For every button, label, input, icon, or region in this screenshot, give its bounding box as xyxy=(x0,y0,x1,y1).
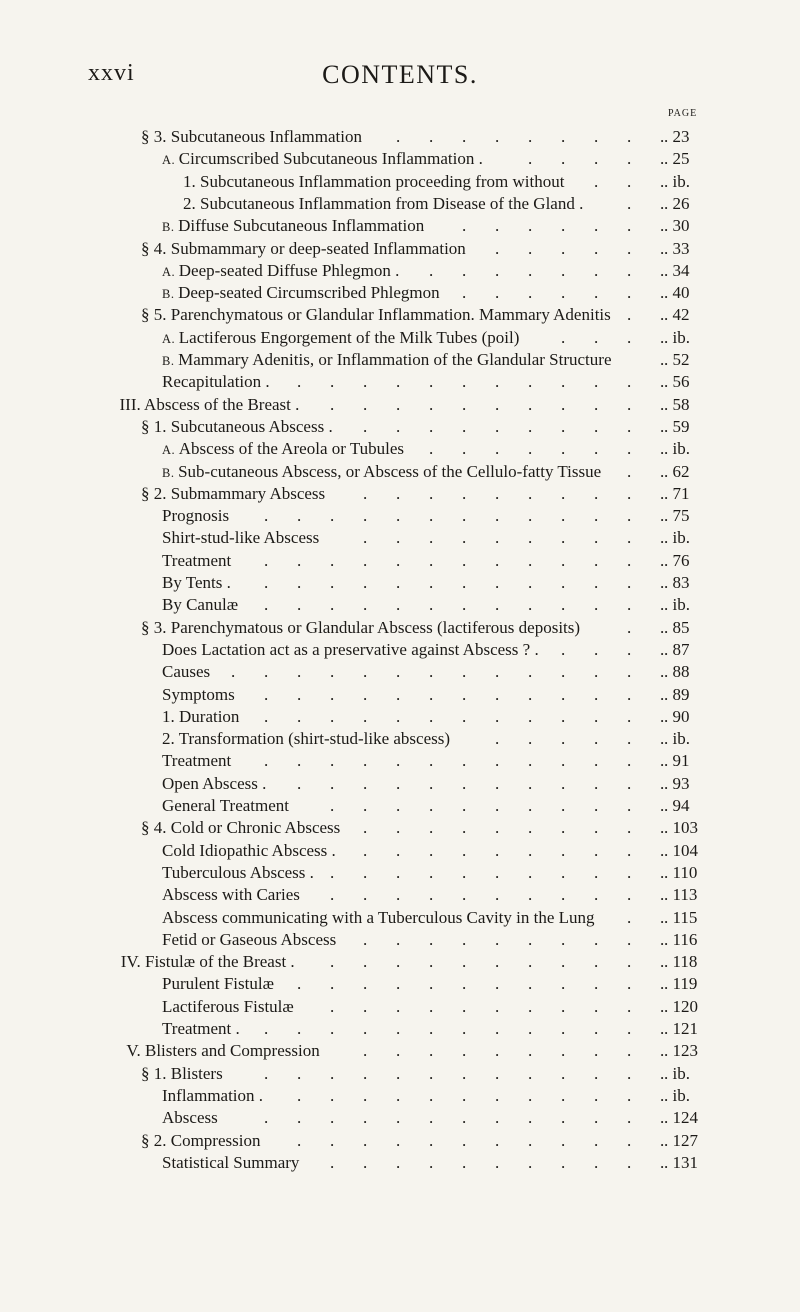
toc-entry-page: . 119 xyxy=(664,974,698,994)
toc-entry: § 2. Submammary Abscess . . . . . . . . . . . 71 xyxy=(141,483,690,503)
toc-entry-label: Inflammation . xyxy=(162,1085,264,1105)
page-title: CONTENTS. xyxy=(322,60,478,89)
toc-entry-page: . 127 xyxy=(664,1130,698,1150)
toc-entry-page: . 40 xyxy=(664,283,690,303)
toc-entry-label: Abscess communicating with a Tuberculous Cavity in the Lung xyxy=(162,907,595,927)
toc-entry-page: . 76 xyxy=(664,550,690,570)
toc-entry: § 3. Parenchymatous or Glandular Abscess (lactiferous deposits) . . . 85 xyxy=(141,617,690,637)
toc-entry-page: . 123 xyxy=(664,1041,698,1061)
page-number: xxvi xyxy=(88,60,135,86)
toc-entry: Fetid or Gaseous Abscess . . . . . . . . . . . 116 xyxy=(162,929,698,949)
toc-entry: A. Circumscribed Subcutaneous Inflammation . . . . . . . 25 xyxy=(0,148,800,170)
toc-entry-label: IV. Fistulæ of the Breast . xyxy=(120,952,295,972)
toc-entry-page: . 131 xyxy=(664,1152,698,1172)
toc-entry: Treatment . . . . . . . . . . . . . . 91 xyxy=(162,751,690,771)
toc-entry-page: . 120 xyxy=(664,996,698,1016)
toc-entry-label: General Treatment xyxy=(162,796,289,815)
toc-entry: § 1. Blisters . . . . . . . . . . . . . . ib. xyxy=(141,1063,690,1083)
toc-entry-label: A. Deep-seated Diffuse Phlegmon . xyxy=(162,260,400,280)
toc-entry-label: V. Blisters and Compression xyxy=(126,1041,320,1061)
toc-entry: B. Diffuse Subcutaneous Inflammation . . . . . . . . 30 xyxy=(0,215,800,237)
toc-entry: 1. Duration . . . . . . . . . . . . . . 90 xyxy=(162,706,690,726)
toc-entry-page: . 124 xyxy=(664,1108,698,1128)
toc-entry-label: Recapitulation . xyxy=(162,372,270,392)
toc-entry-page: . 103 xyxy=(664,818,698,838)
page-header xyxy=(88,60,712,94)
toc-entry: Does Lactation act as a preservative against Abscess ? . . . . . . 87 xyxy=(162,639,690,659)
toc-entry-label: Shirt-stud-like Abscess xyxy=(162,528,320,548)
toc-entry-label: § 3. Parenchymatous or Glandular Abscess (lactiferous deposits) xyxy=(141,617,581,637)
toc-entry-page: . 116 xyxy=(664,929,698,949)
toc-entry: § 1. Subcutaneous Abscess . . . . . . . . . . . . 59 xyxy=(141,416,690,436)
toc-entry-page: . 83 xyxy=(664,573,690,592)
toc-entry-label: Treatment xyxy=(162,751,232,771)
toc-entry-label: § 4. Cold or Chronic Abscess xyxy=(141,818,341,838)
toc-entry-label: § 2. Compression xyxy=(141,1130,261,1150)
toc-entry-label: Symptoms xyxy=(162,684,235,704)
page-column-label: PAGE xyxy=(668,108,698,119)
toc-entry: A. Lactiferous Engorgement of the Milk Tubes (poil) . . . . . ib. xyxy=(0,327,800,349)
toc-entry-page: . 87 xyxy=(664,639,690,659)
toc-entry-label: § 1. Subcutaneous Abscess . xyxy=(141,416,333,436)
toc-entry-label: A. Circumscribed Subcutaneous Inflammation . xyxy=(162,149,483,169)
toc-entry: Abscess with Caries . . . . . . . . . . . . 113 xyxy=(162,885,698,905)
toc-entry-page: . 23 xyxy=(664,127,690,146)
toc-entry: By Canulæ . . . . . . . . . . . . . . ib. xyxy=(162,595,690,615)
toc-entry-page: . 52 xyxy=(664,350,690,369)
toc-entry: 2. Transformation (shirt-stud-like abscess) . . . . . . . ib. xyxy=(162,729,690,749)
toc-entry-page: . 59 xyxy=(664,416,690,436)
toc-entry-page: . 94 xyxy=(664,796,690,815)
toc-entry-label: Statistical Summary xyxy=(162,1152,300,1172)
toc-entry-label: Abscess with Caries xyxy=(162,885,300,905)
toc-entry-label: 1. Duration xyxy=(162,706,240,726)
toc-entry: By Tents . . . . . . . . . . . . . . . 83 xyxy=(162,573,690,592)
toc-entry: Purulent Fistulæ . . . . . . . . . . . . . 119 xyxy=(162,974,698,994)
toc-entry-label: § 2. Submammary Abscess xyxy=(141,483,326,503)
toc-entry-page: . 113 xyxy=(664,885,698,905)
toc-entry-label: 1. Subcutaneous Inflammation proceeding from without xyxy=(183,171,565,191)
toc-entry-label: § 5. Parenchymatous or Glandular Inflammation. Mammary Adenitis xyxy=(141,305,611,325)
toc-entry-page: . ib. xyxy=(664,171,690,191)
toc-entry-page: . ib. xyxy=(664,729,690,749)
toc-entry-label: B. Mammary Adenitis, or Inflammation of the Glandular Structure xyxy=(162,350,612,369)
toc-entry-page: . 33 xyxy=(664,238,690,258)
toc-entry-page: . 115 xyxy=(664,907,698,927)
toc-entry: Prognosis . . . . . . . . . . . . . . 75 xyxy=(162,506,690,526)
toc-entry: 1. Subcutaneous Inflammation proceeding from without . . . . ib. xyxy=(183,171,690,191)
toc-entry-label: A. Abscess of the Areola or Tubules xyxy=(162,439,405,459)
toc-entry: Statistical Summary . . . . . . . . . . . . 131 xyxy=(162,1152,698,1172)
toc-entry-label: A. Lactiferous Engorgement of the Milk Tubes (poil) xyxy=(162,327,520,347)
toc-entry-label: Treatment . xyxy=(162,1019,240,1038)
toc-entry-page: . 121 xyxy=(664,1019,698,1038)
toc-entry-page: . 75 xyxy=(664,506,690,526)
toc-entry-page: . 93 xyxy=(664,773,690,793)
toc-entry-label: Treatment xyxy=(162,550,232,570)
toc-entry: A. Deep-seated Diffuse Phlegmon . . . . . . . . . . 34 xyxy=(0,260,800,282)
toc-entry-page: . 85 xyxy=(664,617,690,637)
toc-entry: § 4. Submammary or deep-seated Inflammation . . . . . . . 33 xyxy=(141,238,690,258)
toc-entry-page: . ib. xyxy=(664,439,690,459)
toc-entry-page: . 88 xyxy=(664,662,690,682)
toc-entry-label: 2. Transformation (shirt-stud-like abscess) xyxy=(162,729,451,749)
toc-entry-label: § 3. Subcutaneous Inflammation xyxy=(141,127,362,146)
toc-entry-page: . 91 xyxy=(664,751,690,771)
toc-entry-label: Tuberculous Abscess . xyxy=(162,862,314,882)
toc-entry: IV. Fistulæ of the Breast . . . . . . . . . . . . . 118 xyxy=(120,952,698,972)
toc-entry-page: . 89 xyxy=(664,684,690,704)
toc-entry: Lactiferous Fistulæ . . . . . . . . . . . . 120 xyxy=(162,996,698,1016)
toc-entry-label: B. Sub-cutaneous Abscess, or Abscess of the Cellulo-fatty Tissue xyxy=(162,461,602,481)
toc-entry: General Treatment . . . . . . . . . . . . 94 xyxy=(162,796,690,815)
toc-entry-label: Causes xyxy=(162,662,211,682)
toc-entry: Tuberculous Abscess . . . . . . . . . . . . . 110 xyxy=(162,862,698,882)
toc-entry-page: . ib. xyxy=(664,327,690,347)
toc-entry-page: . 90 xyxy=(664,706,690,726)
toc-entry-page: . 42 xyxy=(664,305,690,325)
toc-entry-label: By Canulæ xyxy=(162,595,239,615)
toc-entry-page: . 25 xyxy=(664,149,690,169)
toc-entry-label: Prognosis xyxy=(162,506,230,526)
toc-entry-page: . ib. xyxy=(664,1085,690,1105)
toc-entry-page: . ib. xyxy=(664,1063,690,1083)
toc-entry-label: Fetid or Gaseous Abscess xyxy=(162,929,337,949)
toc-entry-page: . ib. xyxy=(664,528,690,548)
toc-entry-page: . 71 xyxy=(664,483,690,503)
toc-entry-page: . ib. xyxy=(664,595,690,615)
toc-entry-label: Open Abscess . xyxy=(162,773,267,793)
toc-entry-page: . 58 xyxy=(664,394,690,414)
toc-entry-page: . 104 xyxy=(664,840,698,860)
toc-entry-page: . 26 xyxy=(664,193,690,213)
toc-entry-label: Purulent Fistulæ xyxy=(162,974,274,994)
toc-entry: Inflammation . . . . . . . . . . . . . . ib. xyxy=(162,1085,690,1105)
toc-entry: Cold Idiopathic Abscess . . . . . . . . . . . . 104 xyxy=(162,840,698,860)
toc-entry-page: . 110 xyxy=(664,862,698,882)
toc-entry: § 3. Subcutaneous Inflammation . . . . . . . . . . 23 xyxy=(141,127,690,146)
toc-entry: Open Abscess . . . . . . . . . . . . . . 93 xyxy=(162,773,690,793)
toc-entry-label: B. Deep-seated Circumscribed Phlegmon xyxy=(162,283,440,303)
toc-entry: B. Mammary Adenitis, or Inflammation of the Glandular Structure . . 52 xyxy=(0,349,800,371)
toc-entry-label: By Tents . xyxy=(162,573,231,592)
toc-entry-page: . 30 xyxy=(664,216,690,236)
toc-entry: A. Abscess of the Areola or Tubules . . . . . . . . . ib. xyxy=(0,438,800,460)
toc-entry: Recapitulation . . . . . . . . . . . . . . 56 xyxy=(162,372,690,392)
toc-entry: Symptoms . . . . . . . . . . . . . . 89 xyxy=(162,684,690,704)
toc-entry: § 2. Compression . . . . . . . . . . . . . 127 xyxy=(141,1130,698,1150)
toc-entry: III. Abscess of the Breast . . . . . . . . . . . . . 58 xyxy=(119,394,690,414)
toc-entry: V. Blisters and Compression . . . . . . . . . . . 123 xyxy=(126,1041,698,1061)
toc-entry-label: Lactiferous Fistulæ xyxy=(162,996,294,1016)
toc-entry: § 5. Parenchymatous or Glandular Inflammation. Mammary Adenitis . . . 42 xyxy=(141,305,690,325)
toc-entry-page: . 118 xyxy=(664,952,698,972)
toc-entry: Abscess communicating with a Tuberculous Cavity in the Lung . . . 115 xyxy=(162,907,698,927)
toc-entry: Shirt-stud-like Abscess . . . . . . . . . . . ib. xyxy=(162,528,690,548)
toc-entry-label: 2. Subcutaneous Inflammation from Disease of the Gland . xyxy=(183,193,584,213)
toc-entry: Treatment . . . . . . . . . . . . . . . 121 xyxy=(162,1019,698,1038)
toc-entry-label: § 4. Submammary or deep-seated Inflammation xyxy=(141,238,466,258)
toc-entry-page: . 56 xyxy=(664,372,690,392)
toc-entry-page: . 34 xyxy=(664,260,690,280)
toc-entry-label: Cold Idiopathic Abscess . xyxy=(162,840,336,860)
toc-entry-label: B. Diffuse Subcutaneous Inflammation xyxy=(162,216,425,236)
toc-entry-page: . 62 xyxy=(664,461,690,481)
toc-entry: Abscess . . . . . . . . . . . . . . 124 xyxy=(162,1108,698,1128)
toc-entry: 2. Subcutaneous Inflammation from Disease of the Gland . . . . 26 xyxy=(183,193,690,213)
toc-entry: § 4. Cold or Chronic Abscess . . . . . . . . . . . 103 xyxy=(141,818,698,838)
toc-entry: Treatment . . . . . . . . . . . . . . 76 xyxy=(162,550,690,570)
toc-entry: Causes . . . . . . . . . . . . . . . 88 xyxy=(162,662,690,682)
toc-entry: B. Deep-seated Circumscribed Phlegmon . . . . . . . . 40 xyxy=(0,282,800,304)
toc-entry-label: Does Lactation act as a preservative against Abscess ? . xyxy=(162,639,539,659)
toc-entry-label: III. Abscess of the Breast . xyxy=(119,394,300,414)
toc-entry-label: § 1. Blisters xyxy=(141,1063,223,1083)
toc-entry-label: Abscess xyxy=(162,1108,218,1128)
toc-entry: B. Sub-cutaneous Abscess, or Abscess of the Cellulo-fatty Tissue . . . 62 xyxy=(0,461,800,483)
